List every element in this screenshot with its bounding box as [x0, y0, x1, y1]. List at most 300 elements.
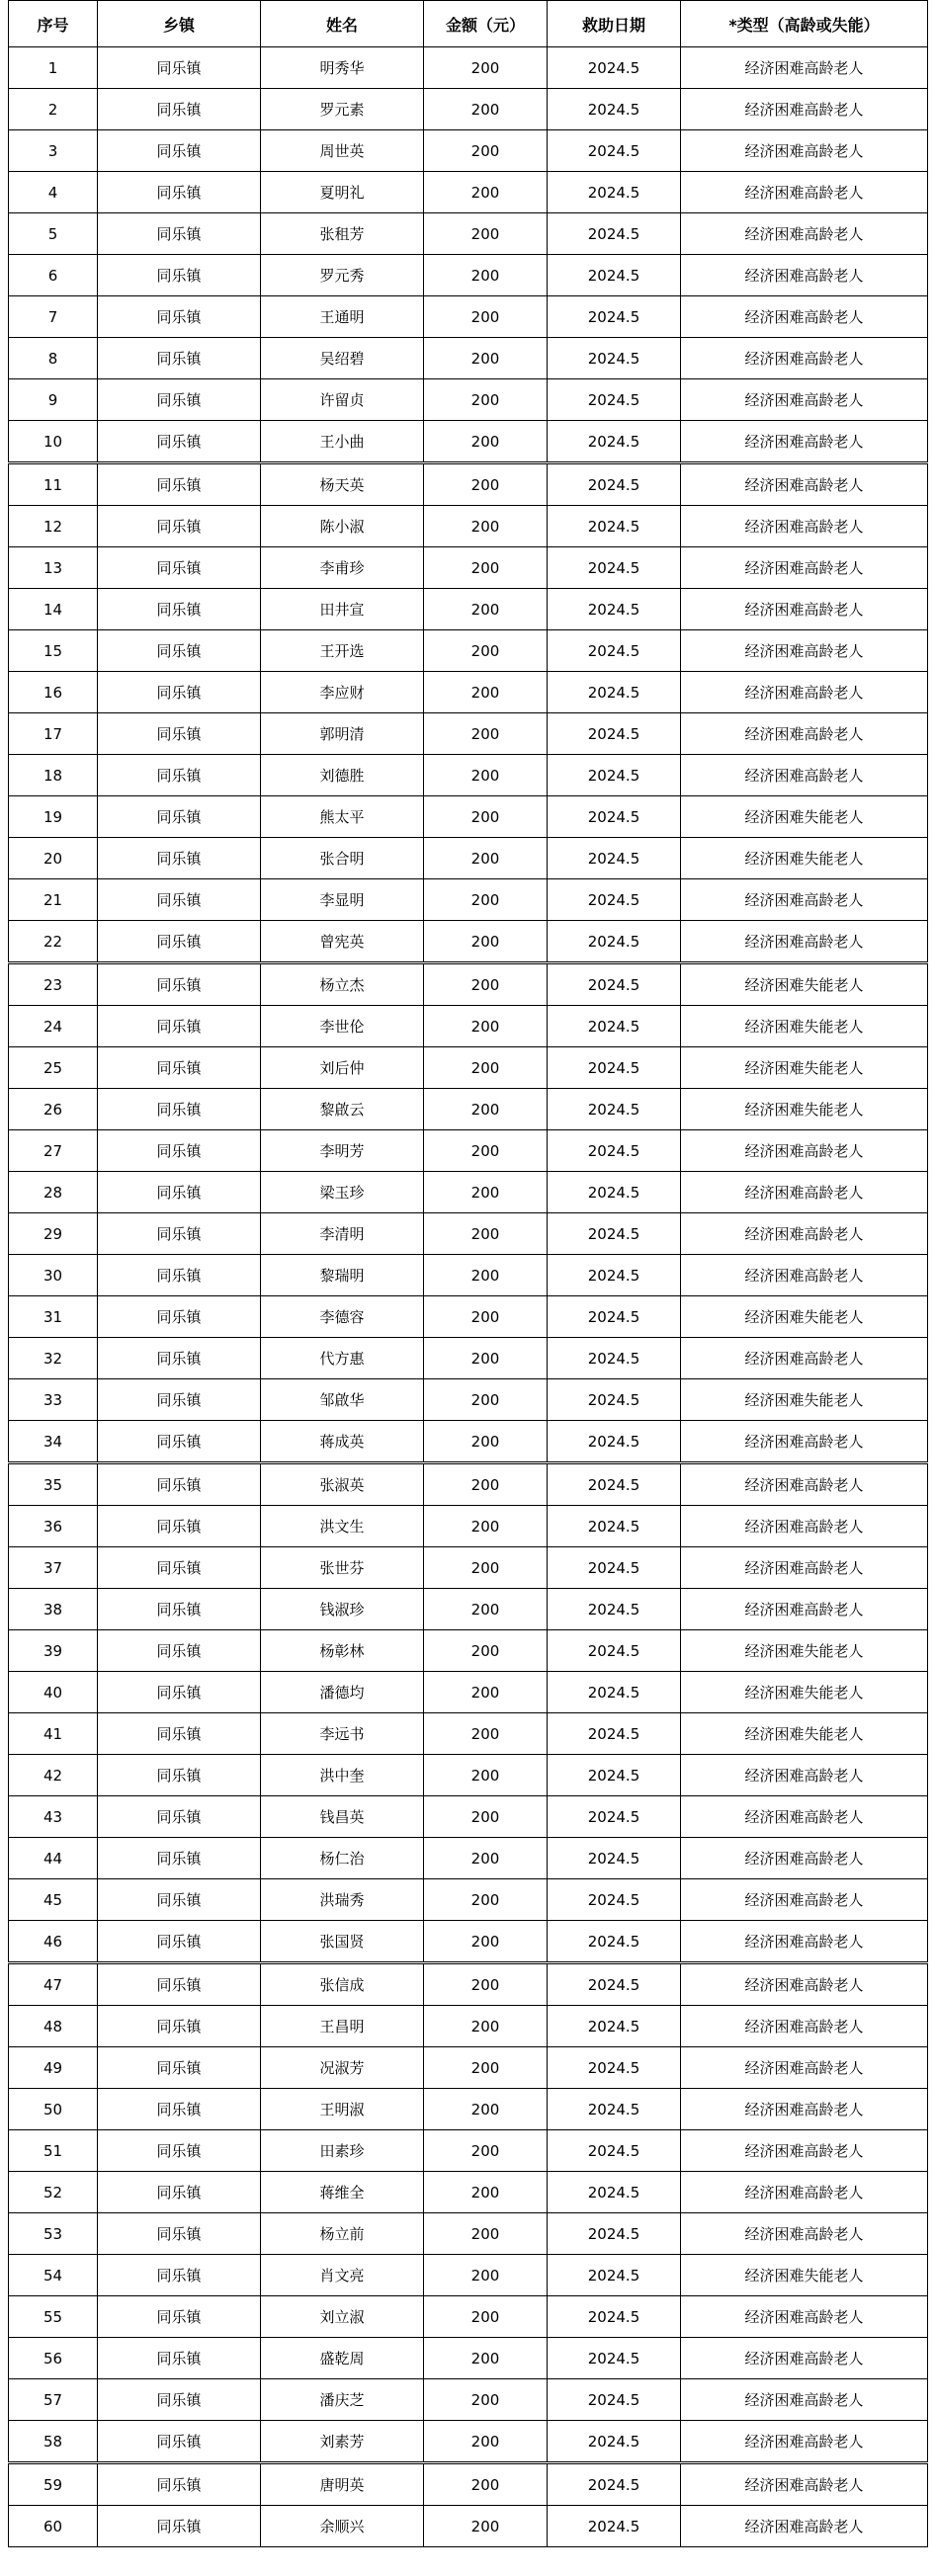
cell-type: 经济困难高龄老人: [681, 463, 928, 506]
cell-type: 经济困难高龄老人: [681, 379, 928, 421]
cell-amount: 200: [424, 1796, 548, 1838]
cell-town: 同乐镇: [98, 1879, 261, 1921]
cell-town: 同乐镇: [98, 1921, 261, 1963]
cell-date: 2024.5: [548, 1338, 681, 1379]
cell-index: 30: [9, 1255, 98, 1296]
table-row: [9, 2338, 928, 2379]
table-row: [9, 255, 928, 296]
cell-name: 熊太平: [261, 796, 424, 838]
cell-date: 2024.5: [548, 255, 681, 296]
table-row: [9, 2130, 928, 2172]
cell-amount: 200: [424, 172, 548, 213]
table-row: [9, 1006, 928, 1047]
cell-index: 28: [9, 1172, 98, 1213]
cell-date: 2024.5: [548, 547, 681, 589]
cell-type: 经济困难失能老人: [681, 1630, 928, 1672]
cell-type: 经济困难高龄老人: [681, 1421, 928, 1463]
cell-type: 经济困难失能老人: [681, 1089, 928, 1130]
cell-type: 经济困难高龄老人: [681, 255, 928, 296]
cell-type: 经济困难高龄老人: [681, 2047, 928, 2089]
cell-date: 2024.5: [548, 89, 681, 130]
cell-amount: 200: [424, 1213, 548, 1255]
cell-type: 经济困难高龄老人: [681, 1172, 928, 1213]
cell-date: 2024.5: [548, 1755, 681, 1796]
cell-town: 同乐镇: [98, 1963, 261, 2006]
cell-index: 44: [9, 1838, 98, 1879]
cell-name: 唐明英: [261, 2463, 424, 2506]
cell-type: 经济困难失能老人: [681, 1379, 928, 1421]
cell-type: 经济困难高龄老人: [681, 1213, 928, 1255]
cell-index: 4: [9, 172, 98, 213]
table-row: [9, 1463, 928, 1506]
cell-town: 同乐镇: [98, 1796, 261, 1838]
cell-name: 吴绍碧: [261, 338, 424, 379]
cell-date: 2024.5: [548, 1296, 681, 1338]
cell-type: 经济困难高龄老人: [681, 2006, 928, 2047]
table-row: [9, 1255, 928, 1296]
cell-date: 2024.5: [548, 2338, 681, 2379]
cell-amount: 200: [424, 1672, 548, 1713]
cell-name: 况淑芳: [261, 2047, 424, 2089]
cell-name: 田井宣: [261, 589, 424, 630]
cell-index: 10: [9, 421, 98, 463]
cell-type: 经济困难高龄老人: [681, 2130, 928, 2172]
cell-amount: 200: [424, 1421, 548, 1463]
cell-town: 同乐镇: [98, 796, 261, 838]
cell-town: 同乐镇: [98, 1755, 261, 1796]
cell-date: 2024.5: [548, 1921, 681, 1963]
cell-name: 钱昌英: [261, 1796, 424, 1838]
cell-date: 2024.5: [548, 672, 681, 713]
cell-index: 31: [9, 1296, 98, 1338]
cell-name: 李显明: [261, 879, 424, 921]
cell-amount: 200: [424, 713, 548, 755]
cell-type: 经济困难高龄老人: [681, 2213, 928, 2255]
table-row: [9, 1213, 928, 1255]
cell-type: 经济困难高龄老人: [681, 921, 928, 963]
cell-name: 张淑英: [261, 1463, 424, 1506]
cell-index: 50: [9, 2089, 98, 2130]
cell-type: 经济困难高龄老人: [681, 130, 928, 172]
cell-amount: 200: [424, 296, 548, 338]
cell-town: 同乐镇: [98, 672, 261, 713]
cell-amount: 200: [424, 421, 548, 463]
cell-index: 26: [9, 1089, 98, 1130]
cell-type: 经济困难高龄老人: [681, 547, 928, 589]
cell-name: 张合明: [261, 838, 424, 879]
cell-town: 同乐镇: [98, 1255, 261, 1296]
cell-town: 同乐镇: [98, 2047, 261, 2089]
cell-town: 同乐镇: [98, 963, 261, 1006]
header-row: [9, 1, 928, 47]
cell-amount: 200: [424, 1047, 548, 1089]
cell-amount: 200: [424, 1296, 548, 1338]
cell-name: 李德容: [261, 1296, 424, 1338]
header-type: *类型（高龄或失能）: [681, 1, 928, 47]
cell-town: 同乐镇: [98, 2255, 261, 2296]
cell-type: 经济困难高龄老人: [681, 1255, 928, 1296]
cell-date: 2024.5: [548, 2421, 681, 2463]
table-row: [9, 2255, 928, 2296]
table-row: [9, 713, 928, 755]
cell-index: 42: [9, 1755, 98, 1796]
cell-index: 56: [9, 2338, 98, 2379]
cell-type: 经济困难高龄老人: [681, 1463, 928, 1506]
cell-name: 张信成: [261, 1963, 424, 2006]
table-row: [9, 2047, 928, 2089]
cell-index: 45: [9, 1879, 98, 1921]
cell-name: 洪中奎: [261, 1755, 424, 1796]
table-row: [9, 755, 928, 796]
cell-name: 李清明: [261, 1213, 424, 1255]
cell-amount: 200: [424, 338, 548, 379]
cell-date: 2024.5: [548, 1006, 681, 1047]
cell-type: 经济困难失能老人: [681, 963, 928, 1006]
cell-index: 25: [9, 1047, 98, 1089]
cell-town: 同乐镇: [98, 296, 261, 338]
cell-amount: 200: [424, 213, 548, 255]
cell-date: 2024.5: [548, 2463, 681, 2506]
table-row: [9, 1630, 928, 1672]
cell-amount: 200: [424, 963, 548, 1006]
cell-type: 经济困难高龄老人: [681, 755, 928, 796]
cell-amount: 200: [424, 1089, 548, 1130]
cell-date: 2024.5: [548, 1506, 681, 1547]
cell-amount: 200: [424, 2047, 548, 2089]
cell-date: 2024.5: [548, 1130, 681, 1172]
cell-index: 55: [9, 2296, 98, 2338]
table-row: [9, 589, 928, 630]
cell-amount: 200: [424, 1963, 548, 2006]
cell-name: 罗元秀: [261, 255, 424, 296]
table-row: [9, 547, 928, 589]
cell-town: 同乐镇: [98, 47, 261, 89]
cell-town: 同乐镇: [98, 2089, 261, 2130]
cell-type: 经济困难高龄老人: [681, 589, 928, 630]
relief-roster: [8, 0, 927, 2547]
table-row: [9, 672, 928, 713]
cell-amount: 200: [424, 921, 548, 963]
cell-type: 经济困难高龄老人: [681, 2379, 928, 2421]
cell-amount: 200: [424, 755, 548, 796]
cell-name: 刘立淑: [261, 2296, 424, 2338]
cell-town: 同乐镇: [98, 713, 261, 755]
cell-amount: 200: [424, 2006, 548, 2047]
table-row: [9, 2506, 928, 2547]
cell-name: 罗元素: [261, 89, 424, 130]
cell-date: 2024.5: [548, 2172, 681, 2213]
cell-name: 许留贞: [261, 379, 424, 421]
cell-date: 2024.5: [548, 1963, 681, 2006]
table-row: [9, 1838, 928, 1879]
cell-town: 同乐镇: [98, 1630, 261, 1672]
cell-date: 2024.5: [548, 47, 681, 89]
cell-town: 同乐镇: [98, 2506, 261, 2547]
cell-index: 27: [9, 1130, 98, 1172]
cell-type: 经济困难失能老人: [681, 1006, 928, 1047]
cell-town: 同乐镇: [98, 879, 261, 921]
cell-name: 明秀华: [261, 47, 424, 89]
cell-index: 59: [9, 2463, 98, 2506]
table-row: [9, 2379, 928, 2421]
cell-name: 蒋维全: [261, 2172, 424, 2213]
cell-town: 同乐镇: [98, 506, 261, 547]
cell-index: 57: [9, 2379, 98, 2421]
cell-index: 7: [9, 296, 98, 338]
cell-town: 同乐镇: [98, 2421, 261, 2463]
cell-date: 2024.5: [548, 713, 681, 755]
table-row: [9, 1172, 928, 1213]
table-row: [9, 463, 928, 506]
table-row: [9, 506, 928, 547]
table-row: [9, 1296, 928, 1338]
cell-type: 经济困难高龄老人: [681, 879, 928, 921]
cell-amount: 200: [424, 1130, 548, 1172]
table-row: [9, 1379, 928, 1421]
cell-date: 2024.5: [548, 1463, 681, 1506]
cell-amount: 200: [424, 1879, 548, 1921]
cell-type: 经济困难失能老人: [681, 796, 928, 838]
table-row: [9, 879, 928, 921]
cell-name: 肖文亮: [261, 2255, 424, 2296]
cell-town: 同乐镇: [98, 838, 261, 879]
cell-type: 经济困难高龄老人: [681, 1796, 928, 1838]
cell-date: 2024.5: [548, 2296, 681, 2338]
cell-index: 49: [9, 2047, 98, 2089]
cell-amount: 200: [424, 2463, 548, 2506]
cell-type: 经济困难高龄老人: [681, 1879, 928, 1921]
cell-type: 经济困难高龄老人: [681, 2172, 928, 2213]
cell-index: 12: [9, 506, 98, 547]
cell-index: 8: [9, 338, 98, 379]
cell-type: 经济困难失能老人: [681, 1296, 928, 1338]
cell-index: 9: [9, 379, 98, 421]
cell-town: 同乐镇: [98, 2463, 261, 2506]
relief-table: [8, 0, 928, 2547]
cell-index: 47: [9, 1963, 98, 2006]
cell-type: 经济困难高龄老人: [681, 1130, 928, 1172]
cell-name: 盛乾周: [261, 2338, 424, 2379]
cell-town: 同乐镇: [98, 1672, 261, 1713]
cell-date: 2024.5: [548, 1672, 681, 1713]
cell-amount: 200: [424, 1379, 548, 1421]
cell-amount: 200: [424, 1921, 548, 1963]
cell-type: 经济困难高龄老人: [681, 672, 928, 713]
cell-town: 同乐镇: [98, 255, 261, 296]
cell-date: 2024.5: [548, 2130, 681, 2172]
cell-amount: 200: [424, 1463, 548, 1506]
cell-index: 51: [9, 2130, 98, 2172]
cell-town: 同乐镇: [98, 172, 261, 213]
cell-town: 同乐镇: [98, 2006, 261, 2047]
cell-date: 2024.5: [548, 1379, 681, 1421]
cell-date: 2024.5: [548, 338, 681, 379]
cell-type: 经济困难高龄老人: [681, 1921, 928, 1963]
cell-town: 同乐镇: [98, 1713, 261, 1755]
cell-amount: 200: [424, 1172, 548, 1213]
cell-name: 洪文生: [261, 1506, 424, 1547]
cell-type: 经济困难高龄老人: [681, 1338, 928, 1379]
cell-date: 2024.5: [548, 630, 681, 672]
cell-type: 经济困难高龄老人: [681, 296, 928, 338]
cell-name: 刘后仲: [261, 1047, 424, 1089]
table-row: [9, 213, 928, 255]
cell-date: 2024.5: [548, 463, 681, 506]
cell-town: 同乐镇: [98, 755, 261, 796]
cell-name: 王昌明: [261, 2006, 424, 2047]
cell-amount: 200: [424, 589, 548, 630]
cell-amount: 200: [424, 2338, 548, 2379]
cell-name: 李世伦: [261, 1006, 424, 1047]
cell-index: 23: [9, 963, 98, 1006]
table-row: [9, 1921, 928, 1963]
cell-town: 同乐镇: [98, 1089, 261, 1130]
cell-type: 经济困难失能老人: [681, 2255, 928, 2296]
cell-name: 王明淑: [261, 2089, 424, 2130]
cell-town: 同乐镇: [98, 1838, 261, 1879]
cell-type: 经济困难高龄老人: [681, 506, 928, 547]
table-row: [9, 2172, 928, 2213]
table-row: [9, 2421, 928, 2463]
cell-town: 同乐镇: [98, 1547, 261, 1589]
cell-index: 32: [9, 1338, 98, 1379]
cell-type: 经济困难高龄老人: [681, 2338, 928, 2379]
table-row: [9, 1547, 928, 1589]
cell-type: 经济困难失能老人: [681, 1047, 928, 1089]
table-row: [9, 379, 928, 421]
cell-type: 经济困难高龄老人: [681, 47, 928, 89]
cell-index: 35: [9, 1463, 98, 1506]
cell-type: 经济困难高龄老人: [681, 213, 928, 255]
cell-name: 杨立前: [261, 2213, 424, 2255]
cell-date: 2024.5: [548, 2047, 681, 2089]
cell-date: 2024.5: [548, 1796, 681, 1838]
cell-amount: 200: [424, 1713, 548, 1755]
cell-town: 同乐镇: [98, 630, 261, 672]
cell-index: 15: [9, 630, 98, 672]
cell-type: 经济困难高龄老人: [681, 2506, 928, 2547]
table-row: [9, 172, 928, 213]
cell-type: 经济困难失能老人: [681, 1713, 928, 1755]
cell-name: 代方惠: [261, 1338, 424, 1379]
cell-name: 余顺兴: [261, 2506, 424, 2547]
cell-name: 刘德胜: [261, 755, 424, 796]
cell-town: 同乐镇: [98, 213, 261, 255]
cell-date: 2024.5: [548, 296, 681, 338]
cell-index: 60: [9, 2506, 98, 2547]
cell-town: 同乐镇: [98, 421, 261, 463]
cell-name: 洪瑞秀: [261, 1879, 424, 1921]
cell-index: 16: [9, 672, 98, 713]
cell-town: 同乐镇: [98, 1296, 261, 1338]
cell-town: 同乐镇: [98, 463, 261, 506]
cell-index: 41: [9, 1713, 98, 1755]
cell-amount: 200: [424, 2255, 548, 2296]
cell-amount: 200: [424, 2213, 548, 2255]
cell-date: 2024.5: [548, 2089, 681, 2130]
table-row: [9, 1796, 928, 1838]
cell-date: 2024.5: [548, 1630, 681, 1672]
cell-index: 46: [9, 1921, 98, 1963]
cell-name: 王通明: [261, 296, 424, 338]
table-body: [9, 47, 928, 2547]
cell-date: 2024.5: [548, 2006, 681, 2047]
cell-amount: 200: [424, 2296, 548, 2338]
cell-amount: 200: [424, 1755, 548, 1796]
cell-name: 李远书: [261, 1713, 424, 1755]
cell-type: 经济困难高龄老人: [681, 2421, 928, 2463]
cell-type: 经济困难高龄老人: [681, 1755, 928, 1796]
cell-name: 潘庆芝: [261, 2379, 424, 2421]
cell-name: 周世英: [261, 130, 424, 172]
cell-name: 田素珍: [261, 2130, 424, 2172]
cell-type: 经济困难失能老人: [681, 1672, 928, 1713]
table-row: [9, 1421, 928, 1463]
table-row: [9, 796, 928, 838]
table-row: [9, 47, 928, 89]
header-amount: 金额（元）: [424, 1, 548, 47]
table-row: [9, 421, 928, 463]
cell-town: 同乐镇: [98, 1379, 261, 1421]
table-row: [9, 338, 928, 379]
cell-index: 37: [9, 1547, 98, 1589]
header-town: 乡镇: [98, 1, 261, 47]
cell-amount: 200: [424, 879, 548, 921]
cell-date: 2024.5: [548, 130, 681, 172]
table-row: [9, 2213, 928, 2255]
cell-amount: 200: [424, 463, 548, 506]
cell-town: 同乐镇: [98, 547, 261, 589]
cell-type: 经济困难高龄老人: [681, 421, 928, 463]
cell-date: 2024.5: [548, 1713, 681, 1755]
cell-amount: 200: [424, 2379, 548, 2421]
cell-date: 2024.5: [548, 2506, 681, 2547]
table-row: [9, 2089, 928, 2130]
header-index: 序号: [9, 1, 98, 47]
cell-amount: 200: [424, 2172, 548, 2213]
cell-amount: 200: [424, 2506, 548, 2547]
cell-town: 同乐镇: [98, 2379, 261, 2421]
cell-date: 2024.5: [548, 506, 681, 547]
cell-index: 11: [9, 463, 98, 506]
cell-date: 2024.5: [548, 213, 681, 255]
cell-amount: 200: [424, 2089, 548, 2130]
cell-name: 刘素芳: [261, 2421, 424, 2463]
header-date: 救助日期: [548, 1, 681, 47]
cell-amount: 200: [424, 672, 548, 713]
cell-index: 33: [9, 1379, 98, 1421]
table-row: [9, 1755, 928, 1796]
cell-type: 经济困难失能老人: [681, 838, 928, 879]
table-row: [9, 2296, 928, 2338]
cell-town: 同乐镇: [98, 1047, 261, 1089]
cell-amount: 200: [424, 547, 548, 589]
cell-index: 20: [9, 838, 98, 879]
cell-name: 李应财: [261, 672, 424, 713]
cell-index: 21: [9, 879, 98, 921]
cell-index: 54: [9, 2255, 98, 2296]
cell-index: 40: [9, 1672, 98, 1713]
cell-name: 钱淑珍: [261, 1589, 424, 1630]
cell-index: 17: [9, 713, 98, 755]
cell-amount: 200: [424, 630, 548, 672]
cell-name: 蒋成英: [261, 1421, 424, 1463]
cell-date: 2024.5: [548, 1255, 681, 1296]
cell-index: 2: [9, 89, 98, 130]
cell-town: 同乐镇: [98, 2213, 261, 2255]
cell-index: 52: [9, 2172, 98, 2213]
cell-index: 22: [9, 921, 98, 963]
